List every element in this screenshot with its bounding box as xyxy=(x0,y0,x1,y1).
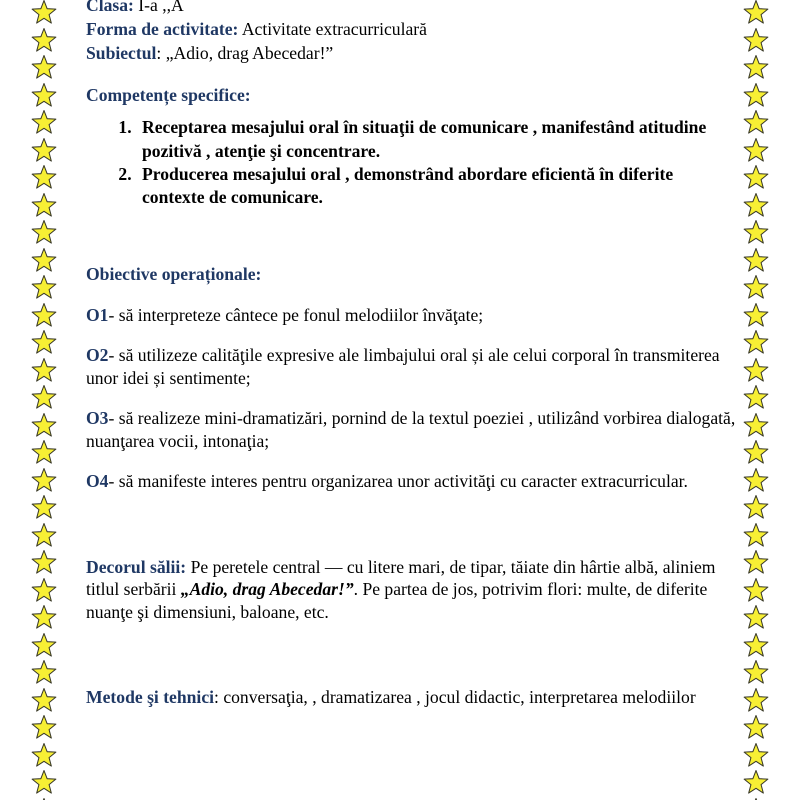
list-item: 1. Receptarea mesajului oral în situaţii de comunicare , manifestând atitudine pozitivă , atenţie şi concentrare. xyxy=(136,116,736,162)
field-subiectul-label: Subiectul xyxy=(86,42,157,63)
section-title-obiective: Obiective operaționale: xyxy=(86,264,262,285)
objective-text: - să realizeze mini-dramatizări, pornind de la textul poeziei , utilizând vorbirea dialogată, nuanţarea vocii, intonaţia; xyxy=(86,407,736,452)
star-icon xyxy=(743,715,769,741)
star-icon xyxy=(743,193,769,219)
star-icon xyxy=(743,220,769,246)
star-icon xyxy=(31,110,57,136)
objective-o1 xyxy=(86,304,736,328)
star-icon xyxy=(743,275,769,301)
star-icon xyxy=(31,138,57,164)
field-clasa xyxy=(86,0,736,17)
star-icon xyxy=(743,605,769,631)
metode-text: : conversaţia, , dramatizarea , jocul didactic, interpretarea melodiilor xyxy=(214,687,696,708)
star-icon xyxy=(743,440,769,466)
decor-quoted-title: „Adio, drag Abecedar!” xyxy=(180,579,354,600)
star-icon xyxy=(31,193,57,219)
star-icon xyxy=(743,523,769,549)
star-icon xyxy=(31,660,57,686)
field-forma-label: Forma de activitate: xyxy=(86,18,239,39)
star-icon xyxy=(743,165,769,191)
star-icon xyxy=(743,0,769,26)
competente-list xyxy=(86,116,736,209)
star-icon xyxy=(743,550,769,576)
star-icon xyxy=(743,55,769,81)
objective-o2 xyxy=(86,344,736,391)
star-icon xyxy=(743,330,769,356)
star-icon xyxy=(31,688,57,714)
star-icon xyxy=(743,660,769,686)
star-icon xyxy=(743,770,769,796)
star-icon xyxy=(31,715,57,741)
spacer xyxy=(86,494,736,538)
objective-text: - să manifeste interes pentru organizarea unor activităţi cu caracter extracurricular. xyxy=(108,470,688,491)
star-icon xyxy=(31,0,57,26)
star-icon xyxy=(743,688,769,714)
star-icon xyxy=(743,385,769,411)
spacer xyxy=(86,209,736,253)
objective-o4 xyxy=(86,470,736,494)
star-icon xyxy=(743,248,769,274)
star-icon xyxy=(31,358,57,384)
star-icon xyxy=(31,468,57,494)
star-icon xyxy=(31,440,57,466)
field-clasa-label: Clasa: xyxy=(86,0,134,15)
decor-text-before: Pe peretele central — cu litere mari, de tipar, tăiate din hârtie albă, aliniem titlul serbării xyxy=(86,556,716,600)
star-icon xyxy=(743,110,769,136)
spacer xyxy=(86,106,736,116)
spacer xyxy=(86,66,736,84)
section-title-competente: Competențe specifice: xyxy=(86,84,251,105)
star-icon xyxy=(743,28,769,54)
field-subiectul xyxy=(86,42,736,65)
star-icon xyxy=(743,303,769,329)
metode-paragraph xyxy=(86,686,736,709)
star-icon xyxy=(743,495,769,521)
objective-code: O2 xyxy=(86,344,109,365)
star-icon xyxy=(31,220,57,246)
star-icon xyxy=(31,55,57,81)
star-icon xyxy=(743,138,769,164)
star-border-right xyxy=(736,0,776,800)
star-icon xyxy=(31,495,57,521)
field-forma-value: Activitate extracurriculară xyxy=(238,18,427,39)
section-metode xyxy=(86,686,736,709)
decor-text-after: . Pe partea de jos, potrivim flori: multe, de diferite nuanţe şi dimensiuni, baloane, etc. xyxy=(86,579,708,623)
star-icon xyxy=(31,165,57,191)
star-icon xyxy=(31,28,57,54)
objective-code: O1 xyxy=(86,305,109,326)
star-icon xyxy=(31,303,57,329)
spacer xyxy=(86,538,736,556)
star-icon xyxy=(31,633,57,659)
spacer xyxy=(86,624,736,668)
objective-code: O4 xyxy=(86,470,109,491)
star-icon xyxy=(31,275,57,301)
star-icon xyxy=(31,578,57,604)
spacer xyxy=(86,668,736,686)
objective-text: - să utilizeze calităţile expresive ale limbajului oral și ale celui corporal în transmiterea unor idei și sentimente; xyxy=(86,344,720,389)
star-icon xyxy=(743,743,769,769)
field-subiectul-value: : „Adio, drag Abecedar!” xyxy=(156,42,334,63)
field-forma xyxy=(86,18,736,41)
spacer xyxy=(86,253,736,263)
star-icon xyxy=(31,83,57,109)
objective-code: O3 xyxy=(86,407,109,428)
objective-text: - să interpreteze cântece pe fonul melodiilor învăţate; xyxy=(108,305,484,326)
metode-label: Metode şi tehnici xyxy=(86,687,215,708)
star-icon xyxy=(31,743,57,769)
star-icon xyxy=(31,330,57,356)
star-icon xyxy=(743,358,769,384)
star-icon xyxy=(31,550,57,576)
field-clasa-value: I-a ,,A xyxy=(133,0,184,15)
spacer xyxy=(86,286,736,304)
objective-o3 xyxy=(86,407,736,454)
star-icon xyxy=(31,770,57,796)
star-icon xyxy=(743,578,769,604)
star-icon xyxy=(743,468,769,494)
decor-label: Decorul sălii: xyxy=(86,556,187,577)
star-icon xyxy=(31,523,57,549)
star-border-left xyxy=(24,0,64,800)
star-icon xyxy=(743,413,769,439)
star-icon xyxy=(31,605,57,631)
star-icon xyxy=(743,83,769,109)
star-icon xyxy=(31,248,57,274)
list-item: 2. Producerea mesajului oral , demonstrând abordare eficientă în diferite contexte de comunicare. xyxy=(136,163,736,209)
section-decor xyxy=(86,556,736,625)
decor-paragraph xyxy=(86,556,736,625)
star-icon xyxy=(31,385,57,411)
document-body xyxy=(86,0,736,709)
star-icon xyxy=(31,413,57,439)
star-icon xyxy=(743,633,769,659)
